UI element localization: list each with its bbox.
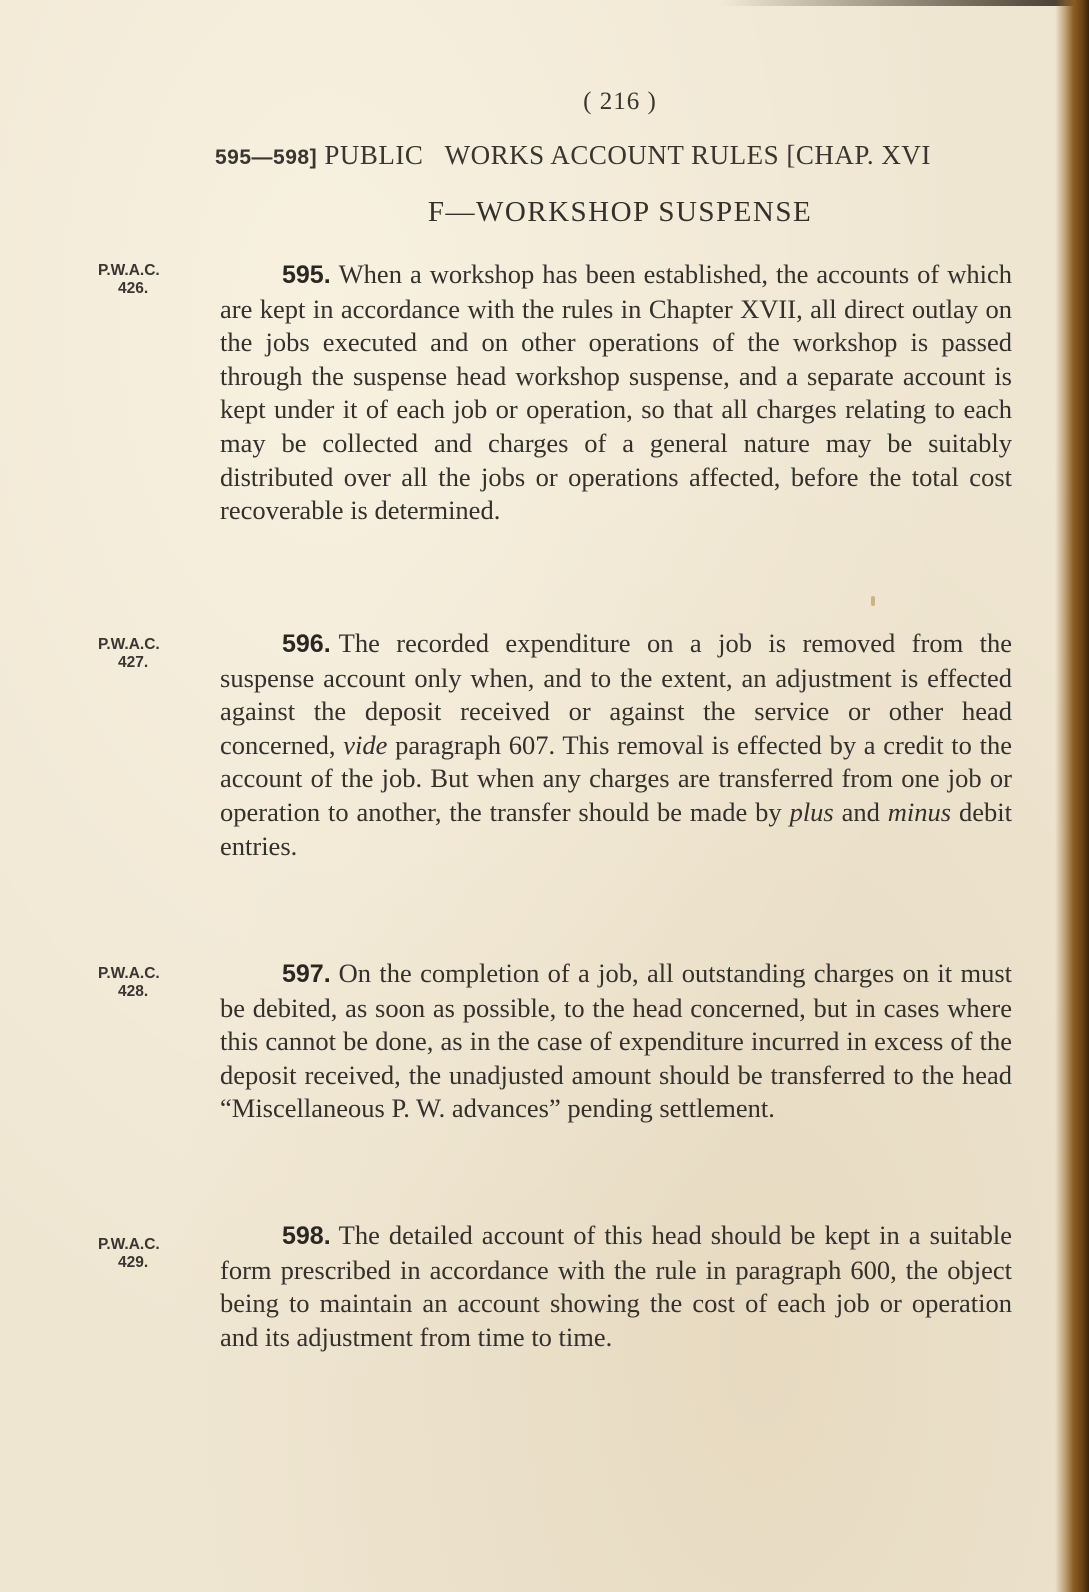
margin-code: P.W.A.C. <box>98 965 160 982</box>
paper-stain <box>871 596 875 606</box>
paragraph-text: When a workshop has been established, the accounts of which are kept in accordance with the rules in Chapter XVII, all direct outlay on the jobs executed and on other operations of the workshop is passed through the suspense head workshop suspense, and a separate account is kept under it of each job or operation, so that all charges relating to each may be collected and charges of a general nature may be suitably distributed over all the jobs or operations affected, before the total cost recoverable is determined. <box>220 259 1012 526</box>
paragraph-597 <box>220 957 1012 1126</box>
running-head-range: 595—598] <box>215 146 318 169</box>
italic-minus: minus <box>887 796 952 827</box>
section-title: F—WORKSHOP SUSPENSE <box>427 196 813 228</box>
paragraph-text-a: The recorded expenditure on a job is removed from the suspense account only when, and to the extent, an adjustment is effected against the deposit received or against the service or other head concerned, <box>220 628 1012 760</box>
page-number: ( 216 ) <box>583 88 657 115</box>
italic-plus: plus <box>789 796 834 827</box>
margin-ref-number: 428. <box>118 983 149 1000</box>
paragraph-number: 596. <box>282 630 331 658</box>
margin-code: P.W.A.C. <box>98 1236 160 1253</box>
margin-code: P.W.A.C. <box>98 262 160 279</box>
paragraph-number: 595. <box>282 261 331 289</box>
paragraph-text-c: and <box>833 796 888 827</box>
margin-code: P.W.A.C. <box>98 636 160 653</box>
margin-ref-number: 426. <box>118 280 149 297</box>
margin-reference-597 <box>98 965 208 1001</box>
paragraph-595 <box>220 258 1012 528</box>
running-head-title: PUBLIC WORKS ACCOUNT RULES [CHAP. XVI <box>324 140 931 170</box>
paragraph-number: 597. <box>282 960 331 988</box>
paragraph-text: The detailed account of this head should be kept in a suitable form prescribed in accordance with the rule in paragraph 600, the object being to maintain an account showing the cost of each job or operation and its adjustment from time to time. <box>220 1220 1012 1352</box>
paragraph-598 <box>220 1219 1012 1354</box>
margin-ref-number: 429. <box>118 1254 149 1271</box>
margin-reference-595 <box>98 262 208 298</box>
binding-edge <box>1055 0 1089 1592</box>
paragraph-596 <box>220 627 1012 863</box>
paragraph-text: On the completion of a job, all outstanding charges on it must be debited, as soon as possible, to the head concerned, but in cases where this cannot be done, as in the case of expenditure incurred in excess of the deposit received, the unadjusted amount should be transferred to the head “Miscellaneous P. W. advances” pending settlement. <box>220 958 1012 1124</box>
paragraph-number: 598. <box>282 1222 331 1250</box>
margin-reference-596 <box>98 636 208 672</box>
paragraph-text-b: paragraph 607. This removal is effected by a credit to the account of the job. But when any charges are transferred from one job or operation to another, the transfer should be made by <box>220 729 1012 827</box>
margin-reference-598 <box>98 1236 208 1272</box>
running-head <box>215 140 931 171</box>
margin-ref-number: 427. <box>118 654 149 671</box>
italic-vide: vide <box>343 729 388 760</box>
page-top-shadow <box>720 0 1089 6</box>
paragraph-text-d: debit entries. <box>220 796 1012 861</box>
